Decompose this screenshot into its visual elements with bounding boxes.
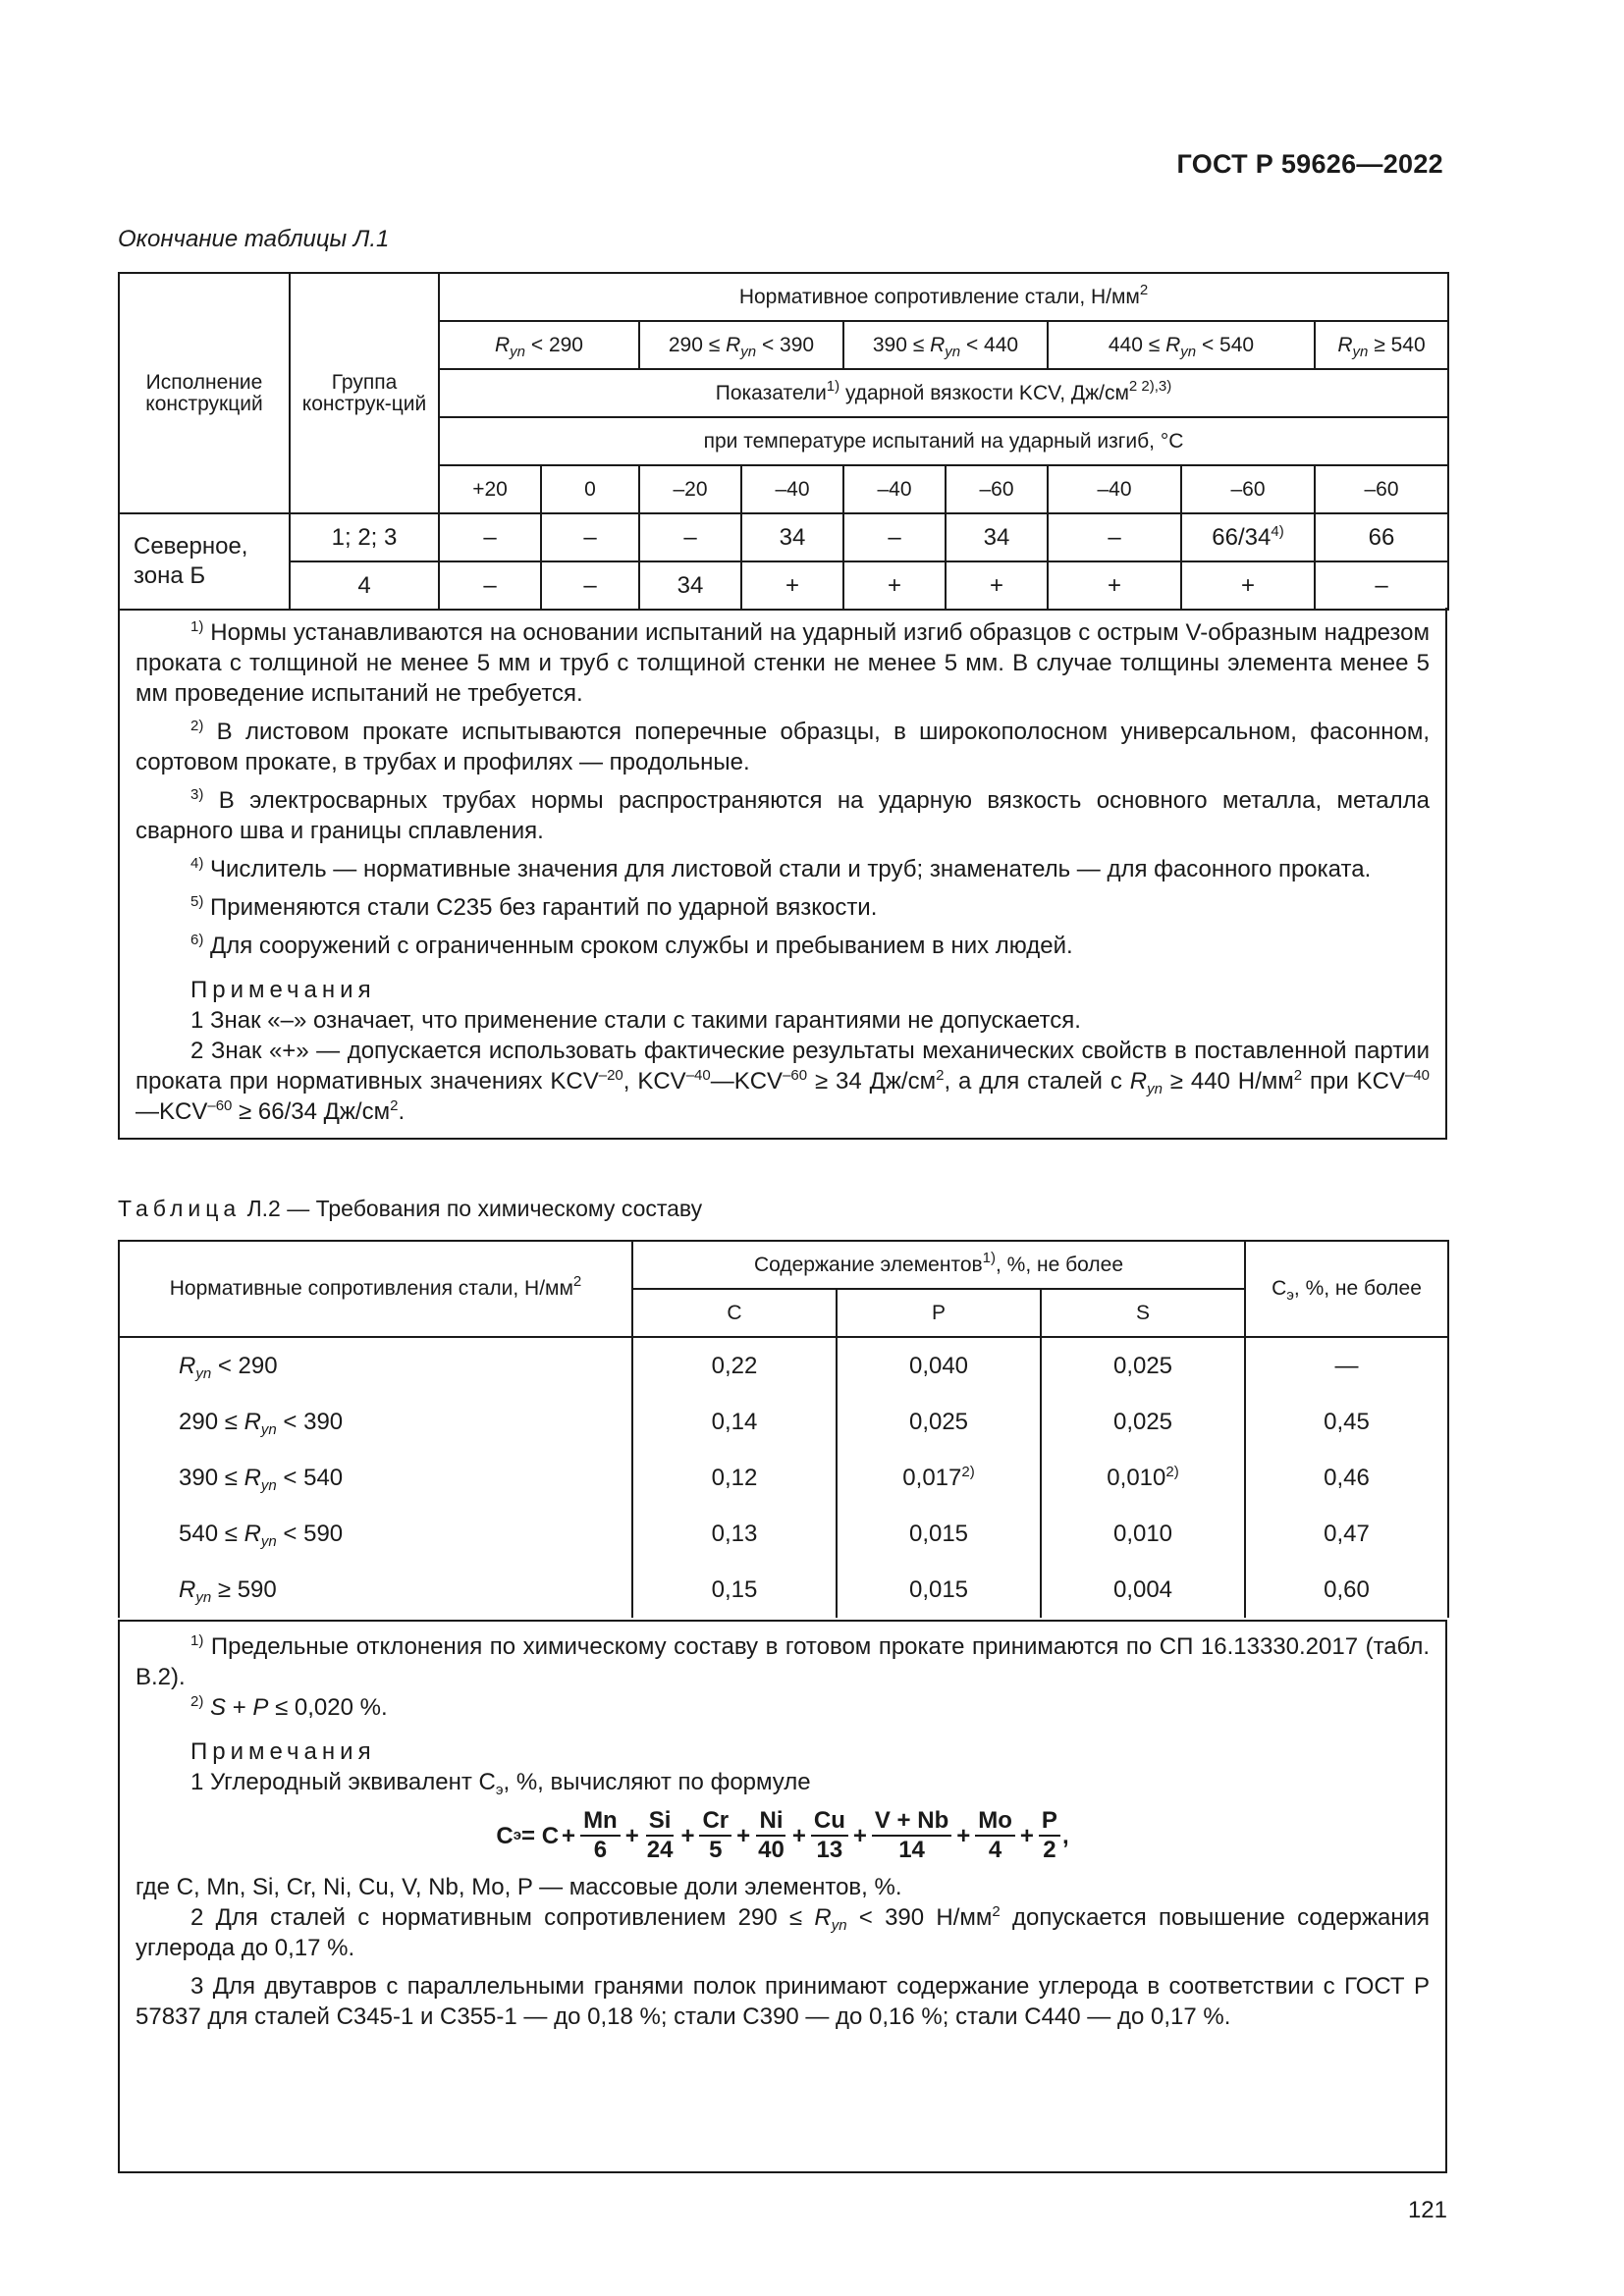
formula-fraction: $\frac{V + Nb}{14}$ bbox=[872, 1807, 951, 1864]
s-cell: 0,010$^{2)}$ bbox=[1041, 1450, 1245, 1506]
footnote: $^{1)}$ Предельные отклонения по химическому составу в готовом прокате принимаются по СП 16.13330.2017 (табл. В.2). bbox=[135, 1632, 1430, 1690]
resistance-cell: $390 \le R_{yn} < 540$ bbox=[119, 1450, 632, 1506]
temp-cell: –60 bbox=[1315, 465, 1448, 513]
range-header: $390 \le R_{yn} < 440$ bbox=[843, 321, 1048, 369]
footnote: $^{4)}$ Числитель — нормативные значения для листовой стали и труб; знаменатель — для фасонного проката. bbox=[190, 855, 1372, 882]
p-cell: 0,017$^{2)}$ bbox=[837, 1450, 1041, 1506]
table1-footnotes bbox=[118, 608, 1447, 1140]
s-cell: 0,025 bbox=[1041, 1394, 1245, 1450]
col-header-execution: Исполнение конструкций bbox=[119, 273, 290, 513]
table2-caption: Таблица Л.2 — Требования по химическому составу bbox=[118, 1196, 703, 1221]
formula-fraction: $\frac{P}{2}$ bbox=[1039, 1807, 1060, 1864]
temp-cell: –40 bbox=[843, 465, 946, 513]
value-cell: + bbox=[741, 561, 843, 610]
value-cell: – bbox=[639, 513, 741, 561]
table2-chemical-composition bbox=[118, 1240, 1449, 1618]
page-number: 121 bbox=[1407, 2197, 1447, 2223]
notes-title: Примечания bbox=[190, 1738, 376, 1765]
table-row bbox=[119, 1394, 1448, 1450]
note: 3 Для двутавров с параллельными гранями полок принимают содержание углерода в соответствии с ГОСТ Р 57837 для сталей С345-1 и С355-1 — до 0,18 %; стали С390 — до 0,16 %; стали С440 — до 0,17 %. bbox=[135, 1973, 1430, 2030]
resistance-cell: $540 \le R_{yn} < 590$ bbox=[119, 1506, 632, 1562]
group-cell: 1; 2; 3 bbox=[290, 513, 439, 561]
value-cell: + bbox=[843, 561, 946, 610]
value-cell: 34 bbox=[946, 513, 1048, 561]
value-cell: + bbox=[1181, 561, 1315, 610]
table2-footnotes bbox=[118, 1620, 1447, 2173]
value-cell: 66/34$^{4)}$ bbox=[1181, 513, 1315, 561]
footnote: $^{3)}$ В электросварных трубах нормы распространяются на ударную вязкость основного металла, металла сварного шва и границы сплавления. bbox=[135, 786, 1430, 844]
c-cell: 0,13 bbox=[632, 1506, 837, 1562]
formula-fraction: $\frac{Ni}{40}$ bbox=[758, 1807, 785, 1863]
resistance-cell: $290 \le R_{yn} < 390$ bbox=[119, 1394, 632, 1450]
ce-cell: 0,47 bbox=[1245, 1506, 1448, 1562]
formula-fraction: $\frac{Cu}{13}$ bbox=[811, 1807, 848, 1864]
c-cell: 0,12 bbox=[632, 1450, 837, 1506]
value-cell: 34 bbox=[741, 513, 843, 561]
ce-cell: 0,46 bbox=[1245, 1450, 1448, 1506]
value-cell: – bbox=[541, 513, 639, 561]
value-cell: 66 bbox=[1315, 513, 1448, 561]
footnote: $^{2)}$ В листовом прокате испытываются поперечные образцы, в широкополосном универсальном, фасонном, сортовом прокате, в трубах и профилях — продольные. bbox=[135, 718, 1430, 775]
range-header: $440 \le R_{yn} < 540$ bbox=[1048, 321, 1315, 369]
formula-fraction: $\frac{Cr}{5}$ bbox=[699, 1807, 731, 1864]
note: 1 Углеродный эквивалент $C_э$, %, вычисляют по формуле bbox=[190, 1769, 811, 1798]
resistance-cell: $R_{yn} < 290$ bbox=[119, 1337, 632, 1394]
range-header: $R_{yn} < 290$ bbox=[439, 321, 639, 369]
col-header-carbon-equivalent: $C_э$, %, не более bbox=[1245, 1241, 1448, 1337]
temp-cell: –20 bbox=[639, 465, 741, 513]
note: 2 Знак «+» — допускается использовать фактические результаты механических свойств в поставленной партии проката при нормативных значениях $KCV^{-20}$, $KCV^{-40}—KCV^{-60} \ge 34$ $Дж/см^2$, а для сталей с $R_{yn} \ge 440$ $Н/мм^2$ при $KCV^{-40}—KCV^{-60} \ge 66/34$ $Дж/см^2$. bbox=[135, 1038, 1431, 1125]
col-header-c: C bbox=[632, 1289, 837, 1337]
footnote: $^{1)}$ Нормы устанавливаются на основании испытаний на ударный изгиб образцов с острым V-образным надрезом проката с толщиной не менее 5 мм и труб с толщиной стенки не менее 5 мм. В случае толщины элемента менее 5 мм проведение испытаний не требуется. bbox=[135, 618, 1430, 707]
temperature-header: при температуре испытаний на ударный изгиб, °С bbox=[439, 417, 1448, 465]
value-cell: + bbox=[946, 561, 1048, 610]
value-cell: 34 bbox=[639, 561, 741, 610]
footnote: $^{2)}$ S + P ≤ 0,020 %. bbox=[190, 1693, 388, 1721]
table1-impact-toughness bbox=[118, 272, 1449, 611]
temp-cell: –40 bbox=[1048, 465, 1181, 513]
s-cell: 0,004 bbox=[1041, 1562, 1245, 1618]
carbon-equivalent-formula: C э = C + $\frac{Mn}{6}$ + $\frac{Si}{24}$ + $\frac{Cr}{5}$ + $\frac{Ni}{40}$ + $\frac{Cu}{13}$ + $\frac{V + Nb}{14}$ + $\frac{Mo}{4}$ + $\frac{P}{2}$ , bbox=[496, 1807, 1069, 1863]
group-cell: 4 bbox=[290, 561, 439, 610]
document-code: ГОСТ Р 59626—2022 bbox=[1176, 149, 1443, 179]
notes-title: Примечания bbox=[190, 977, 376, 1003]
value-cell: – bbox=[1315, 561, 1448, 610]
temp-cell: –60 bbox=[946, 465, 1048, 513]
p-cell: 0,025 bbox=[837, 1394, 1041, 1450]
temp-cell: 0 bbox=[541, 465, 639, 513]
col-header-p: P bbox=[837, 1289, 1041, 1337]
zone-cell: Северное, зона Б bbox=[119, 513, 290, 610]
p-cell: 0,015 bbox=[837, 1562, 1041, 1618]
value-cell: – bbox=[1048, 513, 1181, 561]
value-cell: + bbox=[1048, 561, 1181, 610]
c-cell: 0,15 bbox=[632, 1562, 837, 1618]
value-cell: – bbox=[439, 513, 541, 561]
formula-fraction: $\frac{Si}{24}$ bbox=[646, 1807, 674, 1863]
range-header: $290 \le R_{yn} < 390$ bbox=[639, 321, 843, 369]
ce-cell: 0,45 bbox=[1245, 1394, 1448, 1450]
col-header-s: S bbox=[1041, 1289, 1245, 1337]
formula-fraction: $\frac{Mo}{4}$ bbox=[975, 1807, 1015, 1864]
table-row bbox=[119, 1337, 1448, 1394]
temp-cell: –60 bbox=[1181, 465, 1315, 513]
resistance-cell: $R_{yn} \ge 590$ bbox=[119, 1562, 632, 1618]
temp-cell: +20 bbox=[439, 465, 541, 513]
note: 2 Для сталей с нормативным сопротивлением $290 \le R_{yn} < 390$ $Н/мм^2$ допускается повышение содержания углерода до 0,17 %. bbox=[135, 1903, 1431, 1961]
impact-header: Показатели$^{1)}$ ударной вязкости KCV, $Дж/см^{2 2),3)}$ bbox=[439, 369, 1448, 417]
formula-fraction: $\frac{Mn}{6}$ bbox=[580, 1807, 621, 1864]
footnote: $^{6)}$ Для сооружений с ограниченным сроком службы и пребыванием в них людей. bbox=[190, 932, 1073, 959]
formula-where: где C, Mn, Si, Cr, Ni, Cu, V, Nb, Mo, P — массовые доли элементов, %. bbox=[135, 1874, 902, 1900]
col-header-group: Группа конструк-ций bbox=[290, 273, 439, 513]
col-header-content: Содержание элементов$^{1)}$, %, не более bbox=[632, 1241, 1245, 1289]
value-cell: – bbox=[843, 513, 946, 561]
range-header: $R_{yn} \ge 540$ bbox=[1315, 321, 1448, 369]
c-cell: 0,22 bbox=[632, 1337, 837, 1394]
footnote: $^{5)}$ Применяются стали С235 без гарантий по ударной вязкости. bbox=[190, 893, 878, 921]
col-header-resistance: Нормативные сопротивления стали, $Н/мм^2$ bbox=[119, 1241, 632, 1337]
ce-cell: — bbox=[1245, 1337, 1448, 1394]
temp-cell: –40 bbox=[741, 465, 843, 513]
value-cell: – bbox=[439, 561, 541, 610]
s-cell: 0,025 bbox=[1041, 1337, 1245, 1394]
p-cell: 0,015 bbox=[837, 1506, 1041, 1562]
col-header-resistance: Нормативное сопротивление стали, $Н/мм^2$ bbox=[439, 273, 1448, 321]
table-row bbox=[119, 1506, 1448, 1562]
p-cell: 0,040 bbox=[837, 1337, 1041, 1394]
table1-caption: Окончание таблицы Л.1 bbox=[118, 226, 390, 252]
table-row bbox=[119, 1562, 1448, 1618]
s-cell: 0,010 bbox=[1041, 1506, 1245, 1562]
c-cell: 0,14 bbox=[632, 1394, 837, 1450]
ce-cell: 0,60 bbox=[1245, 1562, 1448, 1618]
note: 1 Знак «–» означает, что применение стали с такими гарантиями не допускается. bbox=[190, 1007, 1081, 1034]
value-cell: – bbox=[541, 561, 639, 610]
table-row bbox=[119, 1450, 1448, 1506]
